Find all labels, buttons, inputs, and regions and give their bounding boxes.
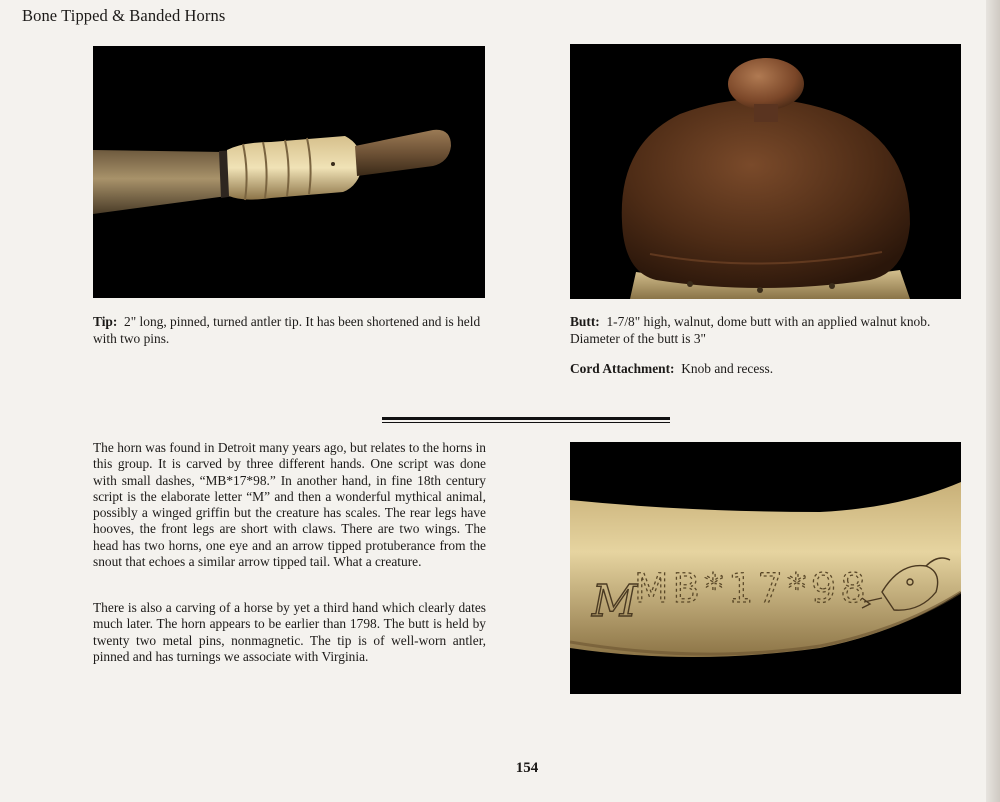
caption-tip-text: 2" long, pinned, turned antler tip. It has been shortened and is held with two pins. xyxy=(93,314,481,346)
body-paragraph-2: There is also a carving of a horse by yet a third hand which clearly dates much later. The horn appears to be earlier than 1798. The butt is held by twenty two metal pins, nonmagnetic. The tip is of well-worn antler, pinned and has turnings we associate with Virginia. xyxy=(93,600,486,664)
section-divider xyxy=(382,417,670,424)
caption-cord-text: Knob and recess. xyxy=(681,361,774,376)
caption-butt-label: Butt: xyxy=(570,314,600,329)
divider-thin-rule xyxy=(382,422,670,423)
photo-engraved-horn xyxy=(570,442,961,694)
body-paragraph-1: The horn was found in Detroit many years ago, but relates to the horns in this group. It is carved by three different hands. One script was done with small dashes, “MB*17*98.” In another hand, in fine 18th century script is the elaborate letter “M” and then a wonderful mythical animal, possibly a winged griffin but the creature has scales. The rear legs have hooves, the front legs are short with claws. There are two wings. The head has two horns, one eye and an arrow tipped protuberance from the snout that echoes a similar arrow tipped tail. What a creature. xyxy=(93,440,486,570)
running-head: Bone Tipped & Banded Horns xyxy=(22,6,226,25)
photo-horn-butt xyxy=(570,44,961,299)
engraved-dashed-script: MB*17*98 xyxy=(634,566,870,612)
page-edge xyxy=(986,0,1000,802)
caption-cord-attachment xyxy=(570,360,970,377)
caption-tip-label: Tip: xyxy=(93,314,118,329)
caption-cord-label: Cord Attachment: xyxy=(570,361,675,376)
divider-thick-rule xyxy=(382,417,670,420)
caption-butt-text: 1-7/8" high, walnut, dome butt with an applied walnut knob. Diameter of the butt is 3" xyxy=(570,314,931,346)
caption-butt xyxy=(570,313,970,347)
photo-horn-tip xyxy=(93,46,485,298)
caption-tip xyxy=(93,313,493,347)
engraved-letter-m: M xyxy=(592,576,638,627)
page-number: 154 xyxy=(515,760,539,776)
